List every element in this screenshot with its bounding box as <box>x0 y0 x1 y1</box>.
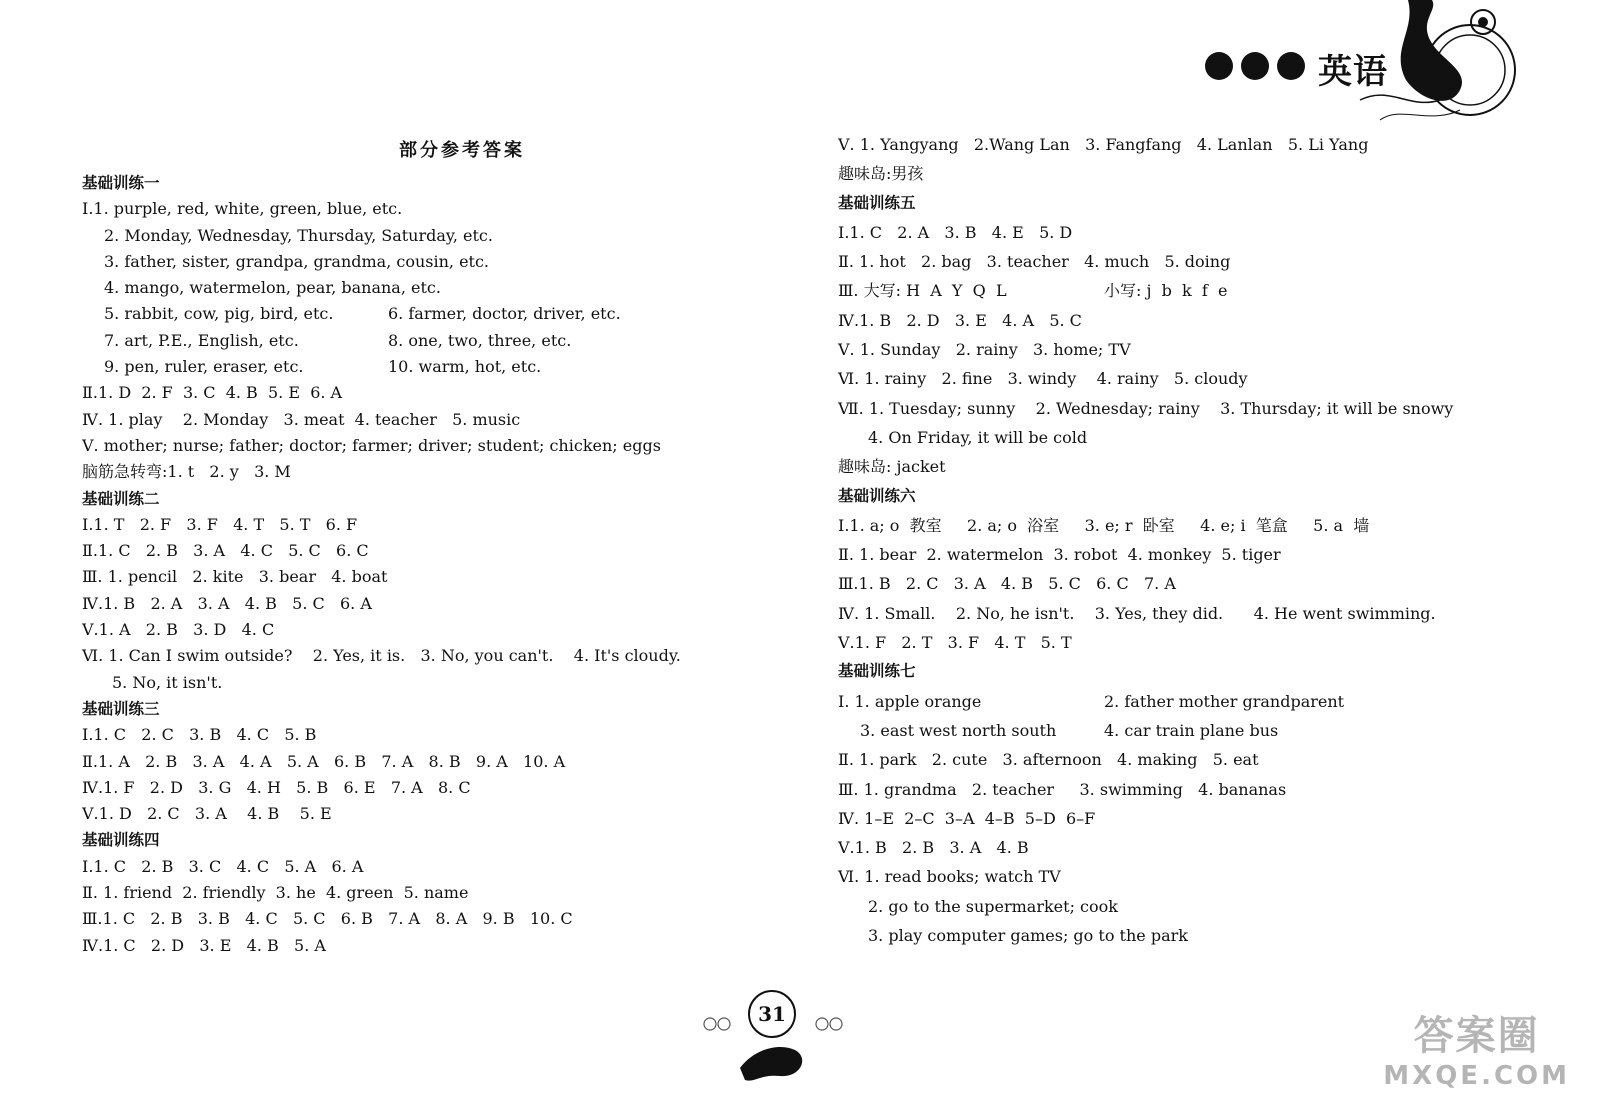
answer-line <box>838 745 1558 774</box>
section-heading <box>82 170 772 196</box>
answer-text: 5. No, it isn't. <box>112 672 223 692</box>
answer-text: 2. go to the supermarket; cook <box>868 896 1118 916</box>
answer-text: 5. rabbit, cow, pig, bird, etc. <box>104 304 334 324</box>
answer-text: Ⅴ. 1. Sunday 2. rainy 3. home; TV <box>838 340 1131 360</box>
answer-text: 基础训练四 <box>82 831 160 850</box>
answer-text: 2. Monday, Wednesday, Thursday, Saturday, etc. <box>104 225 493 245</box>
dot <box>1241 52 1269 80</box>
answer-line <box>838 423 1558 452</box>
answer-line <box>838 833 1558 862</box>
answer-line <box>838 511 1558 540</box>
answer-line <box>838 540 1558 569</box>
answer-line <box>838 130 1558 159</box>
answer-text: Ⅱ. 1. hot 2. bag 3. teacher 4. much 5. doing <box>838 252 1231 272</box>
answer-line <box>838 687 1558 716</box>
answer-text: 基础训练五 <box>838 193 916 212</box>
right-column <box>838 130 1558 950</box>
answer-line <box>82 854 772 880</box>
answer-line <box>82 459 772 485</box>
answer-line <box>82 933 772 959</box>
answer-text-second-column: 8. one, two, three, etc. <box>388 330 572 350</box>
answer-line <box>82 196 772 222</box>
answer-text: 3. play computer games; go to the park <box>868 926 1188 946</box>
subject-title: 英语 <box>1318 52 1388 92</box>
answer-line <box>838 599 1558 628</box>
answer-line <box>82 223 772 249</box>
answer-text: Ⅴ.1. B 2. B 3. A 4. B <box>838 838 1029 858</box>
answer-text: Ⅲ. 大写: H A Y Q L <box>838 281 1007 301</box>
answer-text-second-column: 6. farmer, doctor, driver, etc. <box>388 304 621 324</box>
right-answer-list <box>838 130 1558 950</box>
answer-line <box>82 512 772 538</box>
answer-text: Ⅲ. 1. grandma 2. teacher 3. swimming 4. bananas <box>838 779 1287 799</box>
answer-text: 9. pen, ruler, eraser, etc. <box>104 357 304 377</box>
dot <box>1205 52 1233 80</box>
answer-text: Ⅲ.1. C 2. B 3. B 4. C 5. C 6. B 7. A 8. A 9. B 10. C <box>82 909 573 929</box>
answer-text: 基础训练二 <box>82 489 160 508</box>
section-heading <box>838 189 1558 218</box>
answer-line <box>82 617 772 643</box>
answer-line <box>838 394 1558 423</box>
answer-text: 4. mango, watermelon, pear, banana, etc. <box>104 278 441 298</box>
answer-line <box>838 716 1558 745</box>
answer-text: Ⅳ. 1–E 2–C 3–A 4–B 5–D 6–F <box>838 808 1096 828</box>
answer-line <box>838 862 1558 891</box>
answer-line <box>838 306 1558 335</box>
answer-text: 3. east west north south <box>860 720 1057 740</box>
answer-text: 脑筋急转弯:1. t 2. y 3. M <box>82 462 291 482</box>
answer-line <box>82 538 772 564</box>
answer-line <box>838 921 1558 950</box>
left-column <box>82 128 772 959</box>
section-heading <box>82 486 772 512</box>
answer-text: 基础训练六 <box>838 486 916 505</box>
answer-line <box>838 775 1558 804</box>
answer-line <box>838 364 1558 393</box>
answer-line <box>82 354 772 380</box>
answer-line <box>838 804 1558 833</box>
answer-line <box>838 276 1558 305</box>
answer-line <box>82 722 772 748</box>
watermark <box>1383 1004 1570 1091</box>
answer-line <box>82 407 772 433</box>
answer-text: 4. On Friday, it will be cold <box>868 427 1088 447</box>
page-number: 31 <box>748 990 796 1038</box>
answer-line <box>82 880 772 906</box>
answer-line <box>82 775 772 801</box>
answer-text: Ⅰ.1. C 2. B 3. C 4. C 5. A 6. A <box>82 856 364 876</box>
answer-text: Ⅰ.1. T 2. F 3. F 4. T 5. T 6. F <box>82 514 358 534</box>
answer-text: Ⅰ.1. purple, red, white, green, blue, etc. <box>82 199 403 219</box>
answer-text: Ⅲ.1. B 2. C 3. A 4. B 5. C 6. C 7. A <box>838 574 1176 594</box>
answer-text: 趣味岛: jacket <box>838 457 946 477</box>
answer-text: Ⅳ.1. F 2. D 3. G 4. H 5. B 6. E 7. A 8. C <box>82 777 471 797</box>
answer-line <box>838 159 1558 188</box>
answer-text: Ⅰ.1. C 2. A 3. B 4. E 5. D <box>838 222 1073 242</box>
answer-text: Ⅱ. 1. bear 2. watermelon 3. robot 4. monkey 5. tiger <box>838 545 1281 565</box>
answer-text: Ⅰ. 1. apple orange <box>838 691 982 711</box>
answer-line <box>838 892 1558 921</box>
answer-line <box>82 275 772 301</box>
answer-text: Ⅳ.1. B 2. A 3. A 4. B 5. C 6. A <box>82 593 372 613</box>
answer-line <box>838 569 1558 598</box>
answer-line <box>82 906 772 932</box>
watermark-bottom: MXQE.COM <box>1383 1061 1570 1091</box>
answer-text: Ⅵ. 1. read books; watch TV <box>838 867 1061 887</box>
answer-text: Ⅳ.1. B 2. D 3. E 4. A 5. C <box>838 310 1082 330</box>
section-heading <box>838 482 1558 511</box>
dot <box>1277 52 1305 80</box>
answer-text: Ⅴ.1. D 2. C 3. A 4. B 5. E <box>82 804 332 824</box>
section-heading <box>838 657 1558 686</box>
answer-line <box>838 628 1558 657</box>
section-heading <box>82 696 772 722</box>
answer-line <box>82 749 772 775</box>
answer-text-second-column: 10. warm, hot, etc. <box>388 357 542 377</box>
answer-text: Ⅰ.1. a; o 教室 2. a; o 浴室 3. e; r 卧室 4. e; i 笔盒 5. a 墙 <box>838 515 1370 535</box>
section-heading <box>82 827 772 853</box>
page-title: 部分参考答案 <box>399 140 525 161</box>
answer-line <box>82 591 772 617</box>
answer-text: Ⅵ. 1. rainy 2. fine 3. windy 4. rainy 5. cloudy <box>838 369 1248 389</box>
answer-text: Ⅳ. 1. Small. 2. No, he isn't. 3. Yes, they did. 4. He went swimming. <box>838 603 1436 623</box>
answer-line <box>838 452 1558 481</box>
answer-line <box>82 301 772 327</box>
answer-line <box>82 380 772 406</box>
answer-text: Ⅱ. 1. friend 2. friendly 3. he 4. green 5. name <box>82 883 469 903</box>
answer-text: Ⅴ. 1. Yangyang 2.Wang Lan 3. Fangfang 4. Lanlan 5. Li Yang <box>838 135 1369 154</box>
answer-text: 3. father, sister, grandpa, grandma, cousin, etc. <box>104 251 490 271</box>
answer-line <box>838 247 1558 276</box>
answer-text: 基础训练七 <box>838 662 916 681</box>
answer-text-second-column: 小写: j b k f e <box>1104 281 1228 301</box>
header-ornament-icon <box>1320 0 1530 140</box>
answer-line <box>838 218 1558 247</box>
answer-text: Ⅳ. 1. play 2. Monday 3. meat 4. teacher 5. music <box>82 409 521 429</box>
answer-line <box>82 670 772 696</box>
answer-line <box>82 328 772 354</box>
answer-text: Ⅲ. 1. pencil 2. kite 3. bear 4. boat <box>82 567 388 587</box>
answer-text: Ⅱ. 1. park 2. cute 3. afternoon 4. making 5. eat <box>838 750 1259 770</box>
answer-text: Ⅰ.1. C 2. C 3. B 4. C 5. B <box>82 725 317 745</box>
answer-line <box>82 249 772 275</box>
answer-text: Ⅱ.1. C 2. B 3. A 4. C 5. C 6. C <box>82 541 369 561</box>
answer-line <box>82 564 772 590</box>
answer-line <box>82 643 772 669</box>
answer-text: 7. art, P.E., English, etc. <box>104 330 299 350</box>
answer-text: 基础训练三 <box>82 699 160 718</box>
answer-text: Ⅵ. 1. Can I swim outside? 2. Yes, it is. 3. No, you can't. 4. It's cloudy. <box>82 646 681 666</box>
answer-text-second-column: 2. father mother grandparent <box>1104 691 1345 711</box>
answer-text: Ⅳ.1. C 2. D 3. E 4. B 5. A <box>82 935 326 955</box>
answer-line <box>82 801 772 827</box>
answer-text: 基础训练一 <box>82 174 160 192</box>
answer-text: Ⅶ. 1. Tuesday; sunny 2. Wednesday; rainy 3. Thursday; it will be snowy <box>838 398 1454 418</box>
header-dots <box>1205 52 1305 80</box>
answer-text: Ⅴ. mother; nurse; father; doctor; farmer; driver; student; chicken; eggs <box>82 435 661 455</box>
answer-text-second-column: 4. car train plane bus <box>1104 720 1279 740</box>
answer-text: Ⅱ.1. D 2. F 3. C 4. B 5. E 6. A <box>82 383 343 403</box>
answer-line <box>82 433 772 459</box>
left-answer-list <box>82 170 772 959</box>
answer-line <box>838 335 1558 364</box>
answer-text: 趣味岛:男孩 <box>838 164 924 184</box>
answer-text: Ⅱ.1. A 2. B 3. A 4. A 5. A 6. B 7. A 8. B 9. A 10. A <box>82 751 566 771</box>
answer-text: Ⅴ.1. F 2. T 3. F 4. T 5. T <box>838 633 1072 653</box>
answer-text: Ⅴ.1. A 2. B 3. D 4. C <box>82 620 275 640</box>
watermark-top: 答案圈 <box>1413 1013 1540 1059</box>
